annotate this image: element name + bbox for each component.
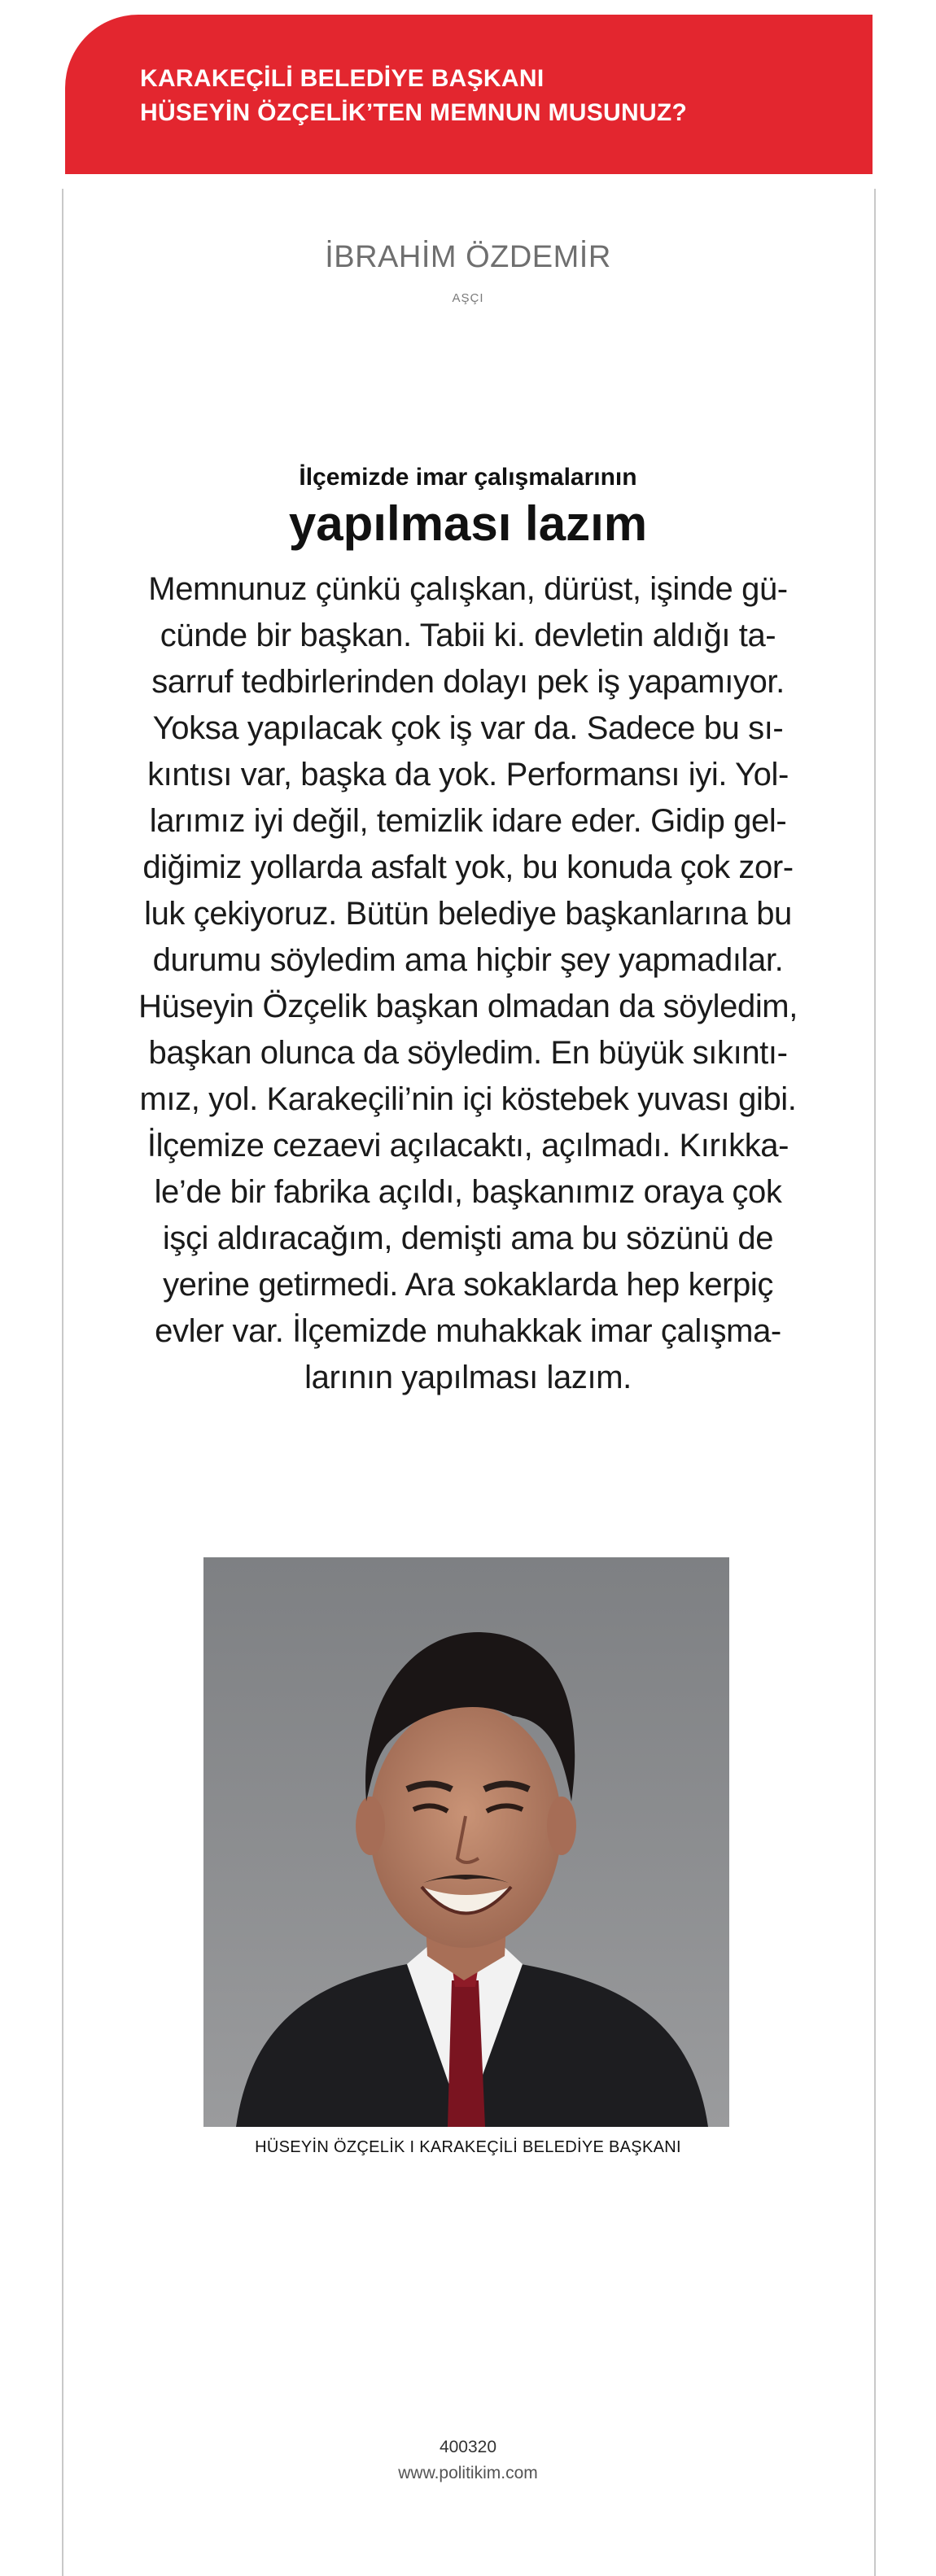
body-line: mız, yol. Karakeçili’nin içi köstebek yuvası gibi. xyxy=(139,1081,797,1117)
headline-title: yapılması lazım xyxy=(288,496,648,551)
body-line: Memnunuz çünkü çalışkan, dürüst, işinde gü- xyxy=(148,571,788,607)
banner-title-line-1: KARAKEÇİLİ BELEDİYE BAŞKANI xyxy=(140,65,545,92)
body-line: yerine getirmedi. Ara sokaklarda hep kerpiç xyxy=(163,1267,773,1303)
header-banner xyxy=(65,15,873,174)
body-line: kıntısı var, başka da yok. Performansı iyi. Yol- xyxy=(147,757,789,792)
body-line: larımız iyi değil, temizlik idare eder. Gidip gel- xyxy=(149,803,787,839)
body-line: luk çekiyoruz. Bütün belediye başkanlarına bu xyxy=(144,896,792,932)
headline-kicker: İlçemizde imar çalışmalarının xyxy=(299,464,637,491)
body-line: evler var. İlçemizde muhakkak imar çalışma- xyxy=(155,1313,781,1349)
footer-website: www.politikim.com xyxy=(398,2464,538,2482)
body-line: İlçemize cezaevi açılacaktı, açılmadı. Kırıkka- xyxy=(147,1128,789,1164)
portrait-illustration xyxy=(203,1557,729,2127)
body-line: işçi aldıracağım, demişti ama bu sözünü de xyxy=(162,1220,774,1256)
body-line: başkan olunca da söyledim. En büyük sıkıntı- xyxy=(148,1035,788,1071)
body-line: Hüseyin Özçelik başkan olmadan da söyledim, xyxy=(138,989,798,1024)
photo-caption: HÜSEYİN ÖZÇELİK I KARAKEÇİLİ BELEDİYE BAŞKANI xyxy=(255,2138,681,2156)
author-role: AŞÇI xyxy=(452,291,484,305)
author-name: İBRAHİM ÖZDEMİR xyxy=(325,240,611,274)
article-body xyxy=(138,566,798,1401)
body-line: diğimiz yollarda asfalt yok, bu konuda çok zor- xyxy=(142,849,794,885)
body-line: Yoksa yapılacak çok iş var da. Sadece bu sı- xyxy=(152,710,784,746)
banner-title-line-2: HÜSEYİN ÖZÇELİK’TEN MEMNUN MUSUNUZ? xyxy=(140,99,688,126)
body-line: durumu söyledim ama hiçbir şey yapmadılar. xyxy=(152,942,784,978)
body-line: sarruf tedbirlerinden dolayı pek iş yapamıyor. xyxy=(151,664,785,700)
portrait-photo xyxy=(203,1557,729,2127)
footer-code: 400320 xyxy=(439,2438,497,2456)
body-line: cünde bir başkan. Tabii ki. devletin aldığı ta- xyxy=(160,618,776,653)
body-line: le’de bir fabrika açıldı, başkanımız oraya çok xyxy=(154,1174,782,1210)
body-line: larının yapılması lazım. xyxy=(304,1360,632,1395)
